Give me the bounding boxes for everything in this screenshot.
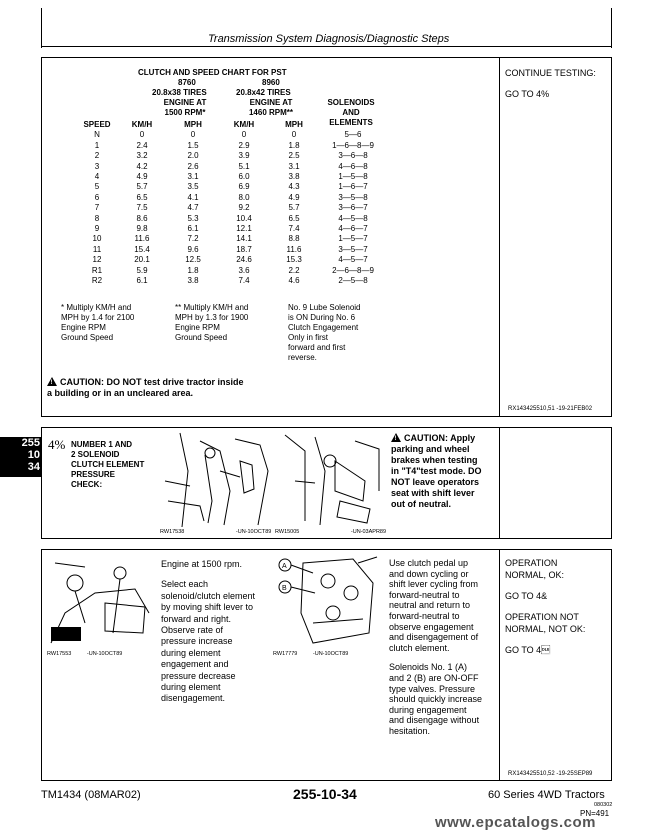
cell-kmh-8760: 4.9 — [136, 172, 148, 182]
cell-solenoids: 3—6—8 — [338, 151, 368, 161]
goto-step4-link[interactable]: GO TO 4% — [505, 89, 550, 99]
result-line: OPERATION — [505, 558, 558, 568]
caution-line: in "T4"test mode. DO — [391, 466, 482, 476]
col-blank — [318, 120, 388, 130]
cell-kmh-8960: 10.4 — [236, 213, 252, 223]
section-tab — [0, 437, 42, 477]
result-line: OPERATION NOT — [505, 612, 579, 622]
cell-mph-8960: 2.2 — [288, 265, 300, 275]
cell-mph-8760: 3.8 — [187, 276, 199, 286]
tab-line: 10 — [27, 449, 40, 461]
cell-mph-8760: 12.5 — [185, 255, 201, 265]
speed-table-row — [78, 234, 388, 244]
cell-kmh-8960: 3.6 — [238, 265, 250, 275]
note1-line: Engine RPM — [61, 323, 106, 332]
fig-code: -UN-03APR89 — [350, 529, 387, 535]
fig-id: RW17538 — [160, 529, 185, 535]
cell-mph-8760: 0 — [190, 130, 196, 140]
instruction-line: pressure decrease — [161, 670, 236, 681]
speed-table-row — [78, 151, 388, 161]
cell-mph-8960: 6.5 — [288, 213, 300, 223]
instruction-line: during element — [161, 682, 221, 693]
instruction-line: forward-neutral to — [389, 589, 460, 600]
fig-code: -UN-10OCT89 — [235, 529, 272, 535]
cell-mph-8760: 3.1 — [187, 172, 199, 182]
cell-kmh-8760: 4.2 — [136, 161, 148, 171]
cell-mph-8960: 11.6 — [286, 244, 302, 254]
instruction-line: disengagement. — [161, 693, 226, 704]
col-kmh-8960: KM/H — [233, 120, 255, 129]
chart-title-text: CLUTCH AND SPEED CHART FOR PST — [138, 68, 287, 77]
col-speed: SPEED — [83, 120, 111, 129]
cell-mph-8760: 2.6 — [187, 161, 199, 171]
cell-solenoids: 1—6—7 — [338, 182, 368, 192]
cell-kmh-8760: 20.1 — [134, 255, 150, 265]
speed-table-row — [78, 276, 388, 286]
instruction-line: clutch element. — [389, 642, 450, 653]
cell-mph-8760: 4.1 — [187, 192, 199, 202]
instruction-line: Solenoids No. 1 (A) — [389, 662, 468, 673]
cell-mph-8760: 7.2 — [187, 234, 199, 244]
cell-kmh-8760: 15.4 — [134, 244, 150, 254]
note-lube-solenoid — [288, 303, 361, 363]
solenoids-line3: ELEMENTS — [329, 118, 373, 127]
cell-mph-8760: 1.5 — [187, 140, 199, 150]
cell-speed: 3 — [94, 161, 100, 171]
cell-kmh-8760: 5.9 — [136, 265, 148, 275]
fig-id: RW17779 — [273, 651, 298, 657]
note1-line: MPH by 1.4 for 2100 — [61, 313, 135, 322]
step4-title-line: PRESSURE — [71, 470, 116, 479]
cell-kmh-8960: 14.1 — [236, 234, 252, 244]
cell-kmh-8760: 5.7 — [136, 182, 148, 192]
continue-testing-label: CONTINUE TESTING: — [505, 68, 596, 78]
fig-id: RW15005 — [275, 529, 300, 535]
result-line: NORMAL, NOT OK: — [505, 624, 586, 634]
cell-mph-8960: 7.4 — [288, 224, 300, 234]
warning-icon — [391, 433, 401, 442]
caution-line1: CAUTION: DO NOT test drive tractor inside — [60, 377, 244, 387]
block1-divider — [499, 57, 500, 417]
note1-line: Ground Speed — [61, 333, 114, 342]
speed-table-row — [78, 245, 388, 255]
instruction-line: pressure increase — [161, 636, 233, 647]
speed-table-row — [78, 214, 388, 224]
cell-mph-8960: 4.9 — [288, 192, 300, 202]
cell-mph-8960: 15.3 — [286, 255, 302, 265]
step4-title-line: 2 SOLENOID — [71, 450, 120, 459]
tire-8960: 20.8x42 TIRES — [236, 88, 291, 97]
cell-speed: 1 — [94, 140, 100, 150]
cell-mph-8960: 3.8 — [288, 172, 300, 182]
cell-kmh-8960: 24.6 — [236, 255, 252, 265]
instruction-line: and disengagement of — [389, 632, 479, 643]
cell-kmh-8760: 8.6 — [136, 213, 148, 223]
instruction-line: during engagement — [389, 704, 467, 715]
instruction-line: observe engagement — [389, 621, 474, 632]
cell-kmh-8960: 3.9 — [238, 151, 250, 161]
cell-solenoids: 2—5—8 — [338, 276, 368, 286]
cell-speed: 6 — [94, 192, 100, 202]
cell-mph-8960: 2.5 — [288, 151, 300, 161]
speed-table-row — [78, 130, 388, 140]
shift-lever-closeup-illustration — [45, 553, 155, 649]
note2-line: Engine RPM — [175, 323, 220, 332]
cell-solenoids: 5—6 — [344, 130, 362, 140]
instruction-line: neutral and return to — [389, 600, 471, 611]
result-line — [505, 581, 585, 590]
note3-line: Clutch Engagement — [288, 323, 359, 332]
footer-page-number: 255-10-34 — [293, 786, 357, 802]
step-number: 4% — [48, 437, 66, 452]
instruction-line: engagement and — [161, 659, 229, 670]
fig-code: -UN-10OCT89 — [312, 651, 349, 657]
fig-rw15005 — [275, 529, 386, 535]
cell-solenoids: 2—6—8—9 — [332, 265, 374, 275]
fig-rw17538 — [160, 529, 271, 535]
note3-line: No. 9 Lube Solenoid — [288, 303, 361, 312]
header-rule — [41, 46, 612, 47]
cell-kmh-8760: 6.5 — [136, 192, 148, 202]
cell-speed: 7 — [94, 203, 100, 213]
svg-text:A: A — [282, 563, 287, 570]
page-title: Transmission System Diagnosis/Diagnostic Steps — [208, 33, 450, 45]
instruction-line: type valves. Pressure — [389, 683, 476, 694]
model-8760: 8760 — [178, 78, 196, 87]
step4-title-line: CLUTCH ELEMENT — [71, 460, 145, 469]
cell-speed: R1 — [91, 265, 103, 275]
cell-kmh-8960: 5.1 — [238, 161, 250, 171]
cell-speed: 9 — [94, 224, 100, 234]
step4-title — [71, 440, 144, 490]
valve-assembly-illustration — [273, 553, 383, 649]
cell-solenoids: 4—6—7 — [338, 224, 368, 234]
block3-ref: RX143425510,52 -19-25SEP89 — [508, 771, 593, 777]
speed-table — [78, 120, 388, 287]
instruction-line: should quickly increase — [389, 694, 483, 705]
cell-kmh-8960: 12.1 — [236, 224, 252, 234]
speed-table-row — [78, 141, 388, 151]
cell-mph-8760: 1.8 — [187, 265, 199, 275]
speed-table-body — [78, 130, 388, 286]
cell-kmh-8760: 11.6 — [134, 234, 150, 244]
result-line — [505, 635, 585, 644]
caution-line: brakes when testing — [391, 455, 478, 465]
note3-line: forward and first — [288, 343, 346, 352]
instruction-line: forward and right. — [161, 613, 232, 624]
speed-table-row — [78, 172, 388, 182]
cell-kmh-8760: 6.1 — [136, 276, 148, 286]
instruction-line: Select each — [161, 579, 209, 590]
note3-line: Only in first — [288, 333, 329, 342]
speed-table-row — [78, 162, 388, 172]
note2-line: ** Multiply KM/H and — [175, 303, 249, 312]
cell-kmh-8960: 0 — [241, 130, 247, 140]
speed-table-row — [78, 224, 388, 234]
clutch-pedal-instructions — [389, 558, 482, 737]
cell-kmh-8960: 6.0 — [238, 172, 250, 182]
cell-kmh-8960: 8.0 — [238, 192, 250, 202]
footer-manual-id: TM1434 (08MAR02) — [41, 789, 141, 801]
instruction-line: and down cycling or — [389, 568, 469, 579]
cell-speed: 5 — [94, 182, 100, 192]
col-kmh-8760: KM/H — [131, 120, 153, 129]
caution-brakes — [391, 433, 496, 510]
cell-solenoids: 1—6—8—9 — [332, 140, 374, 150]
cell-mph-8960: 0 — [291, 130, 297, 140]
cell-kmh-8960: 7.4 — [238, 276, 250, 286]
cell-solenoids: 1—5—8 — [338, 172, 368, 182]
instruction-line: during element — [161, 647, 221, 658]
block1-ref: RX143425510,51 -19-21FEB02 — [508, 406, 593, 412]
cell-kmh-8760: 7.5 — [136, 203, 148, 213]
footer-pn: PN=491 — [580, 809, 610, 818]
cell-speed: 10 — [92, 234, 102, 244]
fig-rw17553 — [47, 651, 122, 657]
brake-pedal-illustration — [275, 431, 385, 529]
instruction-line: by moving shift lever to — [161, 602, 254, 613]
engine-instructions — [161, 559, 255, 705]
result-line[interactable]: GO TO 4& — [505, 591, 548, 601]
solenoids-line2: AND — [342, 108, 360, 117]
cell-mph-8760: 6.1 — [187, 224, 199, 234]
cell-mph-8760: 4.7 — [187, 203, 199, 213]
caution-line: NOT leave operators — [391, 477, 480, 487]
result-line — [505, 602, 585, 611]
caution-line2: a building or in an uncleared area. — [47, 388, 194, 398]
fig-rw17779 — [273, 651, 348, 657]
note-multiply-2100 — [61, 303, 134, 343]
fig-code: -UN-10OCT89 — [86, 651, 123, 657]
caution-test-drive — [47, 377, 244, 399]
col-mph-8760: MPH — [184, 120, 202, 129]
instruction-line: and 2 (B) are ON-OFF — [389, 672, 479, 683]
caution-line: parking and wheel — [391, 444, 470, 454]
cell-speed: 4 — [94, 172, 100, 182]
note2-line: MPH by 1.3 for 1900 — [175, 313, 249, 322]
right-margin-rule — [611, 8, 612, 48]
cell-mph-8760: 5.3 — [187, 213, 199, 223]
instruction-line: Engine at 1500 rpm. — [161, 559, 243, 569]
engine-8760-line1: ENGINE AT — [163, 98, 207, 107]
engine-8960 — [238, 98, 304, 118]
cell-solenoids: 3—5—7 — [338, 244, 368, 254]
cell-solenoids: 3—5—8 — [338, 192, 368, 202]
caution-line: out of neutral. — [391, 499, 451, 509]
tire-8760: 20.8x38 TIRES — [152, 88, 207, 97]
speed-table-row — [78, 255, 388, 265]
step4-title-line: CHECK: — [71, 480, 103, 489]
instruction-line: shift lever cycling from — [389, 579, 479, 590]
cell-kmh-8960: 2.9 — [238, 140, 250, 150]
instruction-line — [389, 653, 482, 662]
cell-speed: 8 — [94, 213, 100, 223]
chart-title — [138, 68, 287, 78]
watermark: www.epcatalogs.com — [435, 814, 596, 831]
cell-kmh-8960: 9.2 — [238, 203, 250, 213]
cell-mph-8960: 4.6 — [288, 276, 300, 286]
cell-kmh-8760: 9.8 — [136, 224, 148, 234]
instruction-line: and disengage without — [389, 715, 480, 726]
engine-8760-line2: 1500 RPM* — [164, 108, 206, 117]
cell-solenoids: 3—6—7 — [338, 203, 368, 213]
note3-line: reverse. — [288, 353, 317, 362]
cell-mph-8960: 4.3 — [288, 182, 300, 192]
speed-table-row — [78, 266, 388, 276]
tab-line: 34 — [27, 461, 40, 473]
model-8960: 8960 — [262, 78, 280, 87]
instruction-line — [161, 570, 255, 579]
footer-product: 60 Series 4WD Tractors — [488, 789, 605, 801]
step4-title-line: NUMBER 1 AND — [71, 440, 133, 449]
cell-speed: 12 — [92, 255, 102, 265]
instruction-line: solenoid/clutch element — [161, 590, 256, 601]
cell-solenoids: 1—5—7 — [338, 234, 368, 244]
cell-solenoids: 4—6—8 — [338, 161, 368, 171]
cell-speed: N — [94, 130, 100, 140]
engine-8960-line1: ENGINE AT — [249, 98, 293, 107]
note2-line: Ground Speed — [175, 333, 228, 342]
step5-divider — [499, 549, 500, 781]
note-multiply-1900 — [175, 303, 248, 343]
engine-8760 — [152, 98, 218, 118]
cell-solenoids: 4—5—8 — [338, 213, 368, 223]
cell-speed: 11 — [92, 244, 102, 254]
cell-kmh-8760: 0 — [139, 130, 145, 140]
instruction-line: Observe rate of — [161, 625, 224, 636]
tab-line: 255 — [21, 437, 40, 449]
col-mph-8960: MPH — [285, 120, 303, 129]
cell-mph-8960: 3.1 — [288, 161, 300, 171]
footer-code: 080302 — [594, 802, 613, 808]
cell-mph-8760: 9.6 — [187, 244, 199, 254]
cell-speed: 2 — [94, 151, 100, 161]
cell-kmh-8960: 6.9 — [238, 182, 250, 192]
speed-table-row — [78, 203, 388, 213]
operation-result — [505, 557, 585, 656]
cell-mph-8760: 2.0 — [187, 151, 199, 161]
speed-table-row — [78, 193, 388, 203]
cell-kmh-8760: 2.4 — [136, 140, 148, 150]
left-margin-rule — [41, 8, 42, 48]
shift-lever-illustration — [160, 431, 272, 529]
caution-line: seat with shift lever — [391, 488, 475, 498]
instruction-line: Use clutch pedal up — [389, 558, 469, 568]
instruction-line: forward-neutral to — [389, 610, 460, 621]
engine-8960-line2: 1460 RPM** — [248, 108, 294, 117]
svg-text:B: B — [282, 585, 287, 592]
speed-table-header — [78, 120, 388, 130]
result-line: NORMAL, OK: — [505, 570, 565, 580]
continue-testing — [505, 67, 596, 100]
note1-line: * Multiply KM/H and — [61, 303, 132, 312]
cell-mph-8760: 3.5 — [187, 182, 199, 192]
cell-mph-8960: 8.8 — [288, 234, 300, 244]
speed-table-row — [78, 182, 388, 192]
cell-kmh-8760: 3.2 — [136, 151, 148, 161]
cell-kmh-8960: 18.7 — [236, 244, 252, 254]
note3-line: is ON During No. 6 — [288, 313, 356, 322]
fig-id: RW17553 — [47, 651, 72, 657]
cell-solenoids: 4—5—7 — [338, 255, 368, 265]
warning-icon — [47, 377, 57, 386]
cell-mph-8960: 5.7 — [288, 203, 300, 213]
cell-mph-8960: 1.8 — [288, 140, 300, 150]
instruction-line: hesitation. — [389, 725, 431, 736]
caution-line: CAUTION: Apply — [404, 433, 476, 443]
solenoids-line1: SOLENOIDS — [327, 98, 375, 107]
result-line[interactable]: GO TO 4 — [505, 645, 551, 655]
step4-divider — [499, 427, 500, 539]
cell-speed: R2 — [91, 276, 103, 286]
